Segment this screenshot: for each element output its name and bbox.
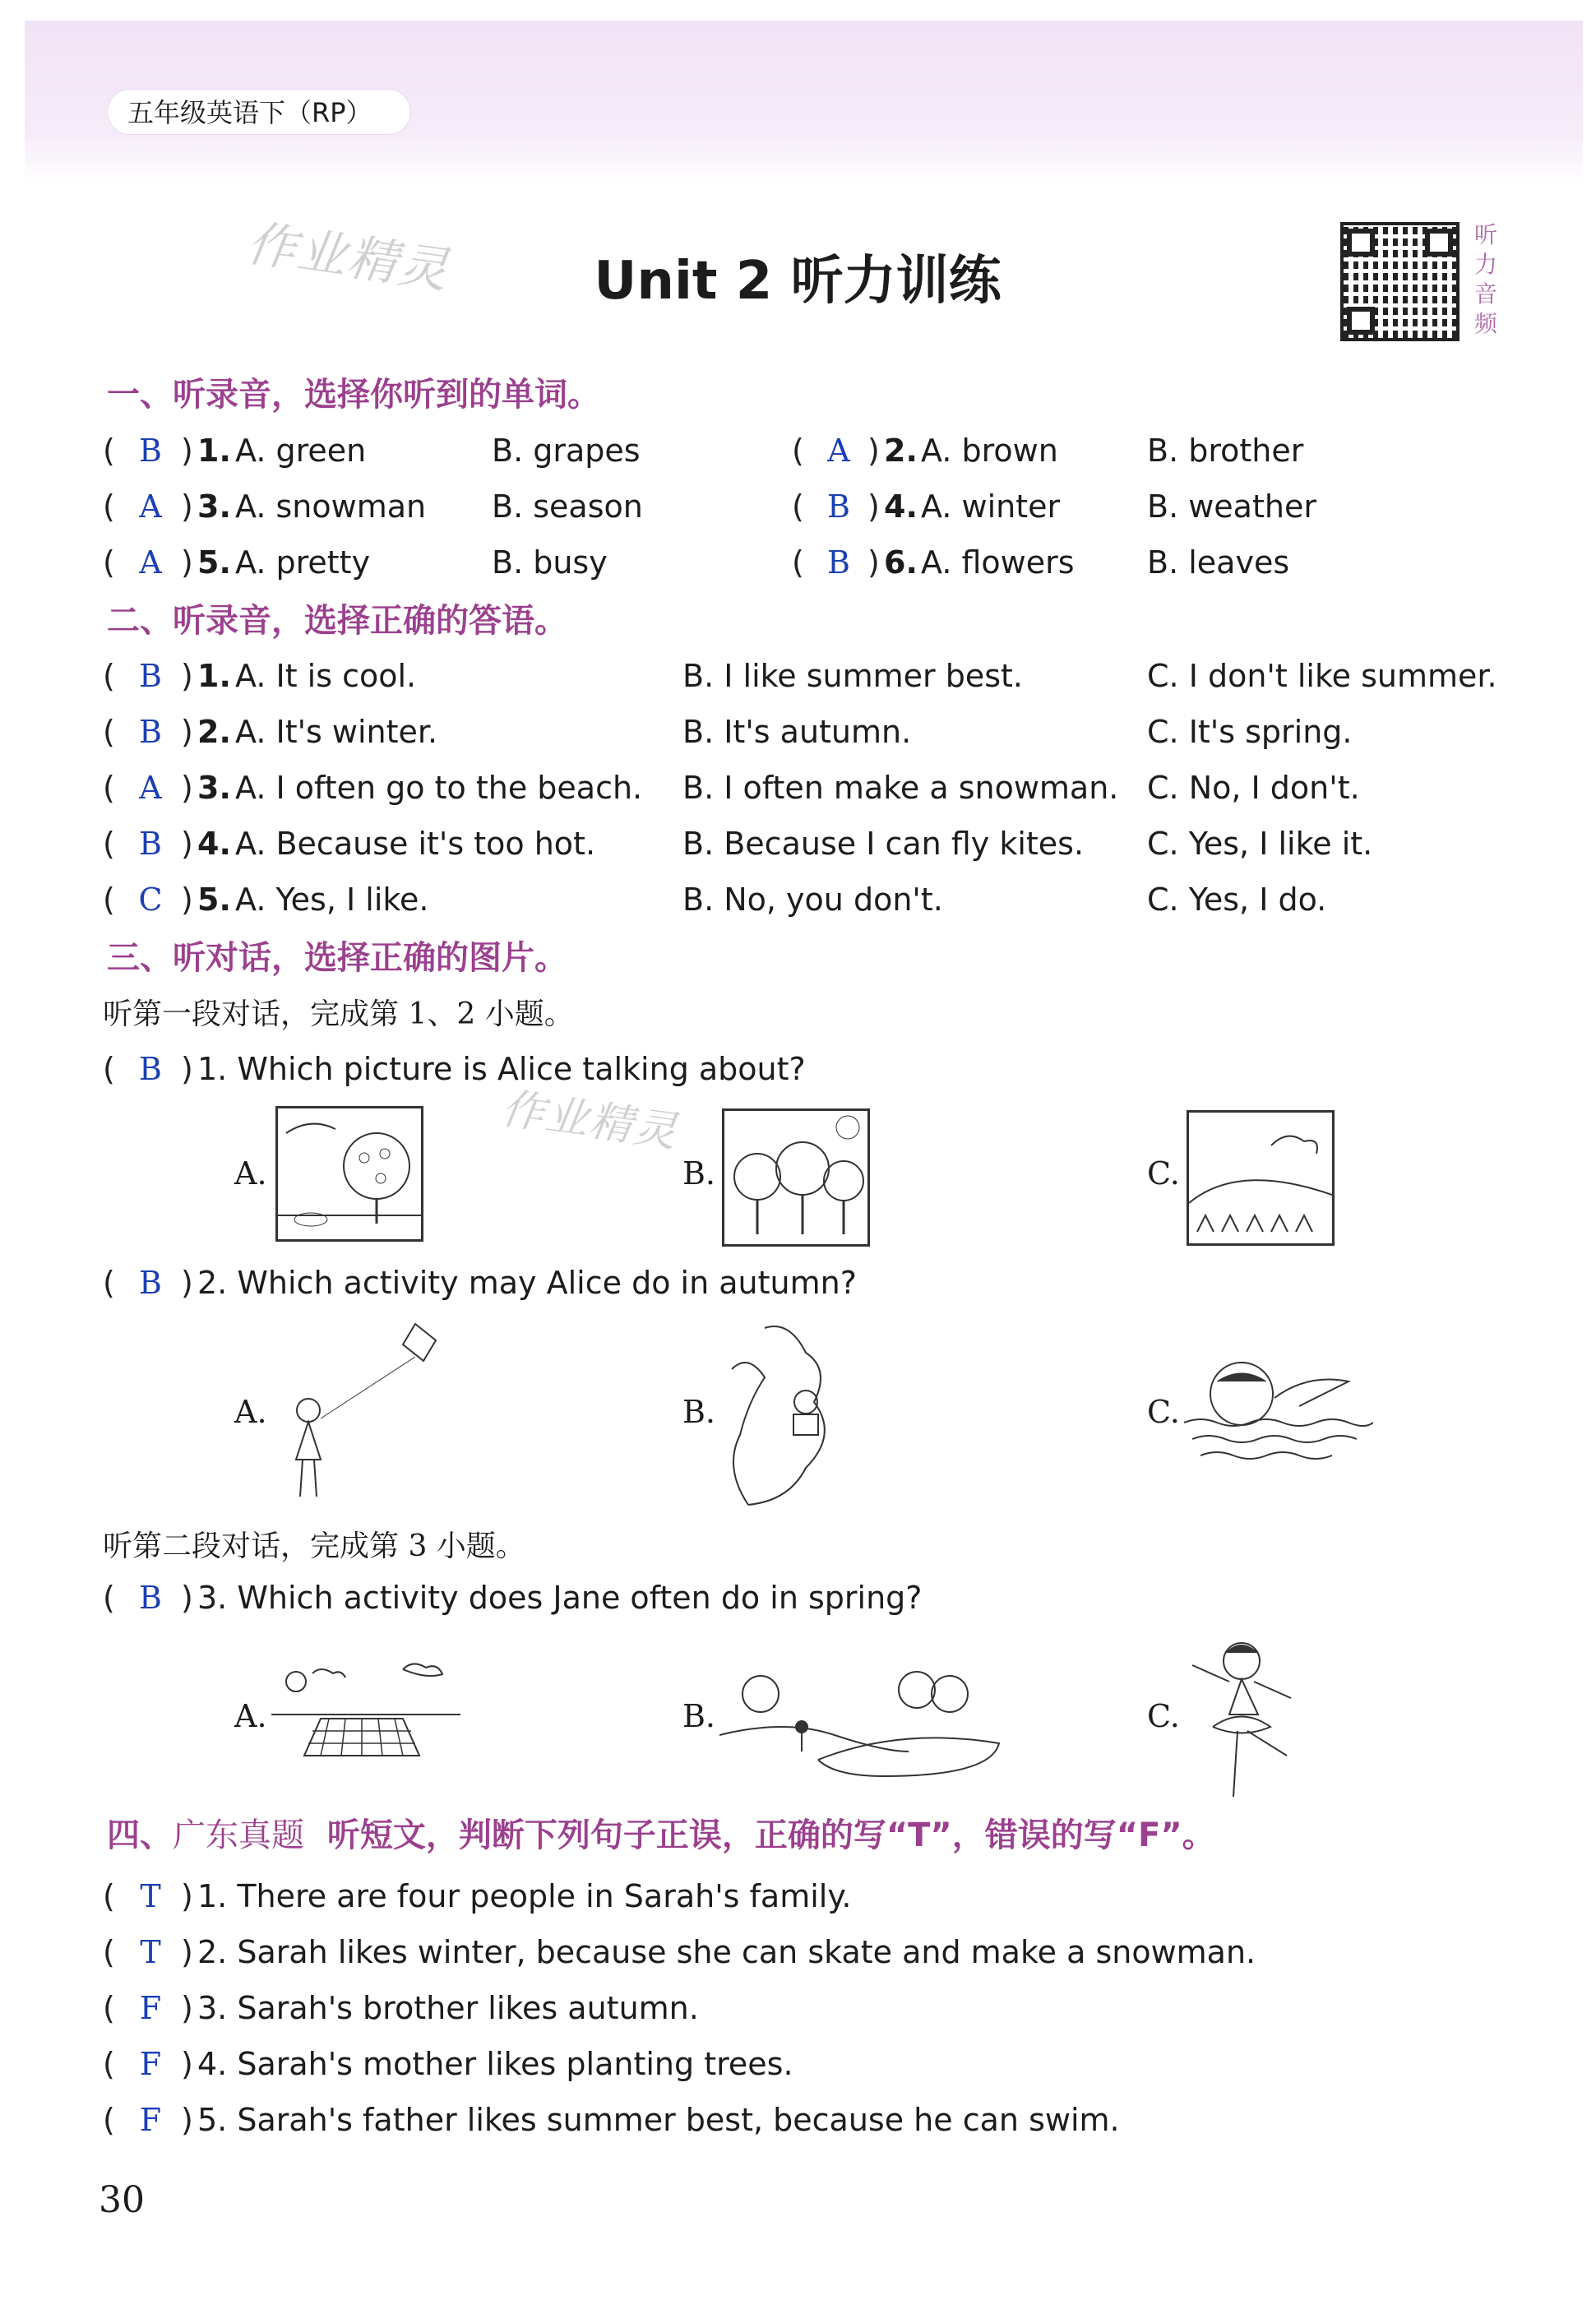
answer: B [827, 488, 850, 525]
answer: F [139, 2102, 162, 2138]
answer: C [138, 882, 163, 918]
option-label: C. [1147, 1698, 1180, 1734]
answer: T [140, 1934, 161, 1970]
qr-label: 听力音频 [1473, 221, 1497, 337]
answer: B [139, 826, 162, 862]
guangdong-tag: 广东真题 [173, 1816, 304, 1854]
option-label: C. [1147, 1155, 1180, 1192]
watermark: 作业精灵 [498, 1084, 682, 1158]
section2-heading: 二、听录音，选择正确的答语。 [107, 602, 567, 640]
answer: F [139, 2046, 162, 2082]
s3-question-2: ( B ) 2. Which activity may Alice do in autumn? [0, 1258, 1596, 1307]
s2-row: ( A ) 3. A. I often go to the beach. B. I often make a snowman. C. No, I don't. [0, 763, 1596, 812]
answer: F [139, 1990, 162, 2026]
option-label: B. [682, 1698, 716, 1734]
s1-row: ( B ) 1. A. green B. grapes ( A ) 2. A. brown B. brother [0, 426, 1596, 475]
answer: B [139, 1051, 162, 1087]
s2-row: ( C ) 5. A. Yes, I like. B. No, you don't. C. Yes, I do. [0, 875, 1596, 924]
s4-row: ( F ) 5. Sarah's father likes summer best, because he can swim. [0, 2095, 1596, 2145]
option-label: C. [1147, 1394, 1180, 1430]
section1-heading: 一、听录音，选择你听到的单词。 [107, 376, 600, 414]
option-label: A. [234, 1394, 267, 1430]
picture-autumn-orchard[interactable] [275, 1106, 423, 1242]
s4-row: ( T ) 2. Sarah likes winter, because she can skate and make a snowman. [0, 1927, 1596, 1977]
s2-row: ( B ) 2. A. It's winter. B. It's autumn. C. It's spring. [0, 707, 1596, 757]
option-label: A. [234, 1698, 267, 1734]
s4-row: ( F ) 4. Sarah's mother likes planting trees. [0, 2039, 1596, 2089]
s3-question-1: ( B ) 1. Which picture is Alice talking about? [0, 1044, 1596, 1094]
s2-row: ( B ) 1. A. It is cool. B. I like summer best. C. I don't like summer. [0, 651, 1596, 701]
dialog2-instruction: 听第二段对话，完成第 3 小题。 [103, 1529, 525, 1563]
answer: B [139, 658, 162, 694]
s2-row: ( B ) 4. A. Because it's too hot. B. Because I can fly kites. C. Yes, I like it. [0, 819, 1596, 868]
picture-picnic[interactable] [271, 1657, 469, 1780]
picture-swimming[interactable] [1184, 1349, 1373, 1472]
s1-row: ( A ) 3. A. snowman B. season ( B ) 4. A. winter B. weather [0, 482, 1596, 531]
picture-flowers[interactable] [1187, 1110, 1335, 1246]
page-title: Unit 2 听力训练 [594, 251, 1002, 312]
dialog1-instruction: 听第一段对话，完成第 1、2 小题。 [103, 997, 574, 1031]
option-label: B. [682, 1394, 716, 1430]
watermark: 作业精灵 [243, 215, 453, 300]
answer: A [139, 488, 162, 525]
answer: B [827, 544, 850, 581]
s4-row: ( T ) 1. There are four people in Sarah's family. [0, 1872, 1596, 1921]
option-label: B. [682, 1155, 716, 1192]
page-number: 30 [99, 2179, 145, 2221]
section3-heading: 三、听对话，选择正确的图片。 [107, 939, 567, 977]
answer: B [139, 714, 162, 750]
answer: A [139, 770, 162, 806]
picture-forest[interactable] [722, 1108, 870, 1247]
picture-girl-flying-kite[interactable] [271, 1320, 444, 1509]
s3-question-3: ( B ) 3. Which activity does Jane often do in spring? [0, 1573, 1596, 1622]
answer: B [139, 1580, 162, 1616]
s4-row: ( F ) 3. Sarah's brother likes autumn. [0, 1983, 1596, 2033]
answer: B [139, 1265, 162, 1301]
picture-park-walk[interactable] [719, 1661, 1007, 1784]
section4-heading: 四、广东真题 听短文，判断下列句子正误，正确的写“T”，错误的写“F”。 [107, 1816, 1215, 1854]
answer: A [827, 433, 850, 469]
answer: B [139, 433, 162, 469]
qr-code-icon[interactable] [1340, 222, 1460, 341]
answer: A [139, 544, 162, 581]
picture-climbing-mountain[interactable] [715, 1320, 855, 1509]
answer: T [140, 1878, 161, 1914]
picture-ballet-dancer[interactable] [1180, 1632, 1303, 1805]
s1-row: ( A ) 5. A. pretty B. busy ( B ) 6. A. flowers B. leaves [0, 538, 1596, 587]
option-label: A. [234, 1155, 267, 1192]
grade-tag: 五年级英语下（RP） [107, 89, 411, 135]
